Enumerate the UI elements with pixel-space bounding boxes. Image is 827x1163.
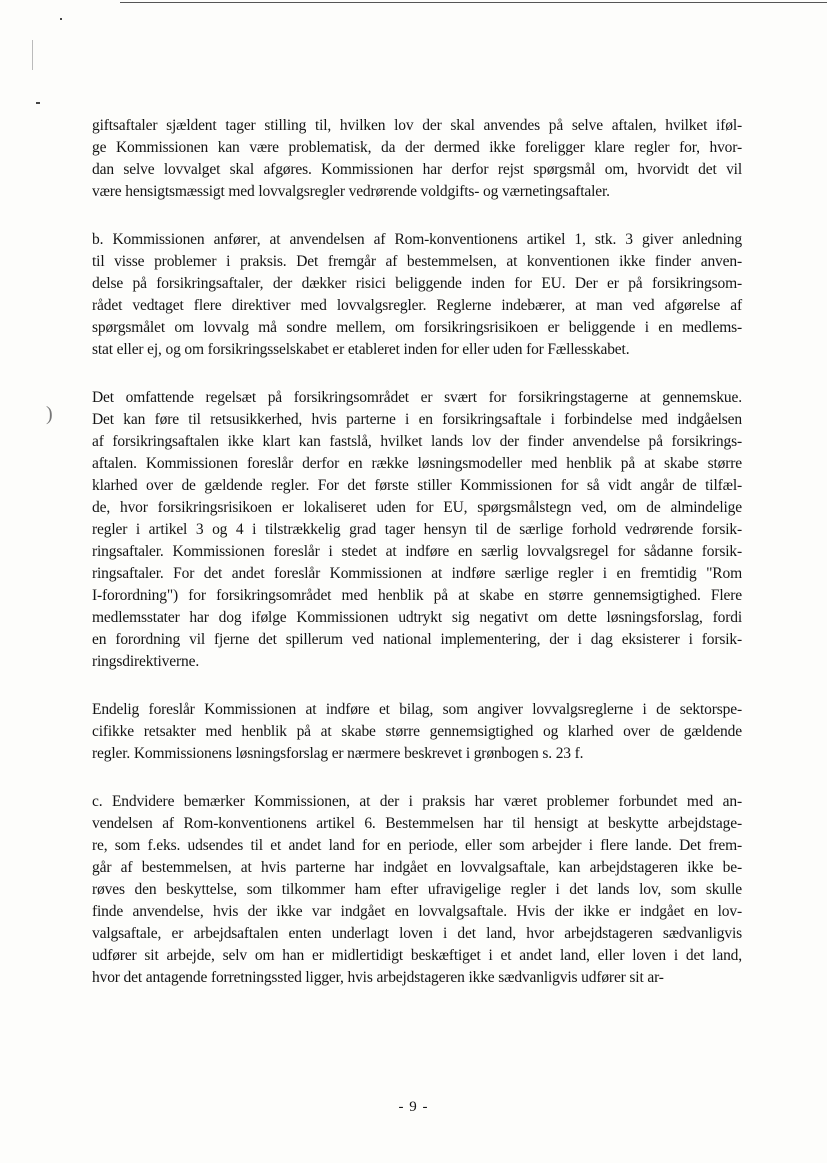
text-line: Det omfattende regelsæt på forsikringsområdet er svært for forsikringstagerne at gennemskue.	[92, 389, 742, 406]
text-line: spørgsmålet om lovvalg må sondre mellem, om forsikringsrisikoen er beliggende i en medlems-	[92, 319, 742, 336]
paragraph	[92, 387, 742, 673]
paragraph	[92, 115, 742, 203]
text-line: rådet vedtaget flere direktiver med lovvalgsregler. Reglerne indebærer, at man ved afgørelse af	[92, 297, 742, 314]
paragraph	[92, 229, 742, 361]
paragraph	[92, 791, 742, 989]
margin-rule	[32, 40, 33, 70]
text-line: være hensigtsmæssigt med lovvalgsregler vedrørende voldgifts- og værnetingsaftaler.	[92, 183, 610, 200]
text-line: hvor det antagende forretningssted ligger, hvis arbejdstageren ikke sædvanligvis udfører sit ar-	[92, 969, 664, 986]
text-line: finde anvendelse, hvis der ikke var indgået en lovvalgsaftale. Hvis der ikke er indgået en lov-	[92, 903, 742, 920]
text-line: klarhed over de gældende regler. For det første stiller Kommissionen for så vidt angår de tilfæl-	[92, 477, 742, 494]
text-line: til visse problemer i praksis. Det fremgår af bestemmelsen, at konventionen ikke finder anven-	[92, 253, 742, 270]
text-line: ringsdirektiverne.	[92, 653, 200, 670]
text-line: vendelsen af Rom-konventionens artikel 6. Bestemmelsen har til hensigt at beskytte arbejdstage-	[92, 815, 742, 832]
text-line: ringsaftaler. Kommissionen foreslår i stedet at indføre en særlig lovvalgsregel for sådanne forsik-	[92, 543, 742, 560]
document-body	[92, 115, 742, 989]
text-line: valgsaftale, er arbejdsaftalen enten underlagt loven i det land, hvor arbejdstageren sædvanligvis	[92, 925, 742, 942]
page-number: - 9 -	[398, 1099, 429, 1115]
scan-speck	[36, 102, 40, 104]
text-line: regler i artikel 3 og 4 i tilstrækkelig grad tager hensyn til de særlige forhold vedrørende forsik-	[92, 521, 742, 538]
text-line: I-forordning") for forsikringsområdet med henblik på at skabe en større gennemsigtighed. Flere	[92, 587, 742, 604]
text-line: delse på forsikringsaftaler, der dækker risici beliggende inden for EU. Der er på forsikringsom-	[92, 275, 742, 292]
text-line: går af bestemmelsen, at hvis parterne har indgået en lovvalgsaftale, kan arbejdstageren ikke be-	[92, 859, 742, 876]
paragraph	[92, 699, 742, 765]
text-line: medlemsstater har dog ifølge Kommissionen udtrykt sig negativt om dette løsningsforslag, fordi	[92, 609, 742, 626]
text-line: re, som f.eks. udsendes til et andet land for en periode, eller som arbejder i flere lande. Det frem-	[92, 837, 742, 854]
text-line: c. Endvidere bemærker Kommissionen, at der i praksis har været problemer forbundet med an-	[92, 793, 742, 810]
text-line: Det kan føre til retsusikkerhed, hvis parterne i en forsikringsaftale i forbindelse med indgåelsen	[92, 411, 742, 428]
text-line: ge Kommissionen kan være problematisk, da der dermed ikke foreligger klare regler for, hvor-	[92, 139, 742, 156]
text-line: en forordning vil fjerne det spillerum ved national implementering, der i dag eksisterer i forsik-	[92, 631, 742, 648]
text-line: af forsikringsaftalen ikke klart kan fastslå, hvilket lands lov der finder anvendelse på forsikrings-	[92, 433, 742, 450]
top-rule	[120, 2, 827, 3]
text-line: regler. Kommissionens løsningsforslag er nærmere beskrevet i grønbogen s. 23 f.	[92, 745, 584, 762]
text-line: cifikke retsakter med henblik på at skabe større gennemsigtighed og klarhed over de gældende	[92, 723, 742, 740]
text-line: aftalen. Kommissionen foreslår derfor en række løsningsmodeller med henblik på at skabe større	[92, 455, 742, 472]
text-line: stat eller ej, og om forsikringsselskabet er etableret inden for eller uden for Fællesskabet.	[92, 341, 630, 358]
text-line: giftsaftaler sjældent tager stilling til, hvilken lov der skal anvendes på selve aftalen, hvilket iføl-	[92, 117, 742, 134]
text-line: de, hvor forsikringsrisikoen er lokaliseret uden for EU, spørgsmålstegn ved, om de almindelige	[92, 499, 742, 516]
text-line: udfører sit arbejde, selv om han er midlertidigt beskæftiget i et andet land, eller loven i det land,	[92, 947, 742, 964]
margin-mark: )	[46, 403, 53, 425]
text-line: ringsaftaler. For det andet foreslår Kommissionen at indføre særlige regler i en fremtidig "Rom	[92, 565, 742, 582]
scan-speck	[60, 18, 62, 20]
text-line: dan selve lovvalget skal afgøres. Kommissionen har derfor rejst spørgsmål om, hvorvidt det vil	[92, 161, 742, 178]
text-line: b. Kommissionen anfører, at anvendelsen af Rom-konventionens artikel 1, stk. 3 giver anledning	[92, 231, 742, 248]
text-line: Endelig foreslår Kommissionen at indføre et bilag, som angiver lovvalgsreglerne i de sektorspe-	[92, 701, 742, 718]
text-line: røves den beskyttelse, som tilkommer ham efter ufravigelige regler i det lands lov, som skulle	[92, 881, 742, 898]
